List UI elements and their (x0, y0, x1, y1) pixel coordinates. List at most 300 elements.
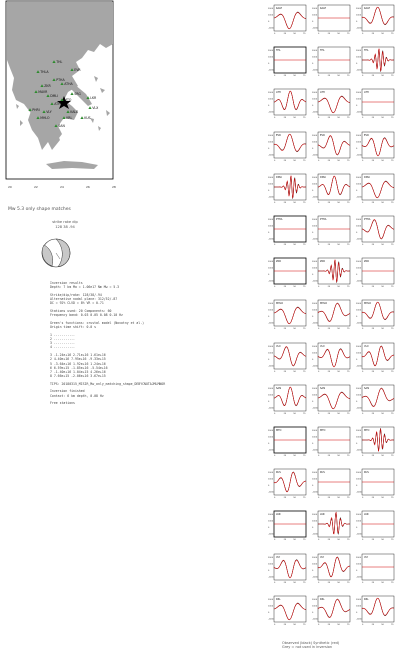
y-tick-label: 2000 (356, 50, 362, 53)
x-tick-label: 50 (381, 581, 384, 584)
x-tick-label: 50 (337, 412, 340, 415)
x-tick-label: 50 (337, 455, 340, 457)
station-name-label: ATH (276, 91, 281, 95)
y-tick-label: -1000 (312, 111, 318, 114)
station-name-label: MHLO (276, 302, 283, 306)
y-tick-label: 0 (356, 443, 358, 445)
x-tick-label: 25 (371, 159, 375, 162)
info-line: 1 ........... (50, 332, 75, 337)
y-tick-label: 0 (356, 569, 358, 572)
x-tick-label: 25 (371, 33, 375, 35)
x-tick-label: 75 (303, 581, 306, 584)
y-tick-label: 1000 (312, 478, 318, 481)
waveform-panel (268, 88, 308, 122)
station-label: LKR (90, 96, 97, 100)
x-tick-label: 25 (371, 539, 375, 542)
y-tick-label: -1000 (356, 280, 362, 283)
info-line: Origin time shift: 0.0 s (50, 325, 97, 329)
waveform-panel (356, 510, 396, 544)
station-name-label: KALE (364, 7, 371, 10)
x-tick-label: 75 (303, 286, 306, 289)
y-tick-label: 1000 (356, 352, 362, 355)
x-tick-label: 75 (347, 201, 350, 204)
x-tick-label: 25 (283, 412, 287, 415)
y-tick-label: 0 (268, 232, 270, 234)
x-tick-label: 75 (303, 623, 306, 626)
station-name-label: PTHA (364, 218, 371, 221)
x-tick-label: 25 (283, 201, 287, 204)
y-tick-label: 1000 (356, 267, 362, 270)
station-name-label: KRL (364, 597, 369, 601)
y-tick-label: -1000 (268, 407, 274, 410)
x-tick-label: 50 (293, 286, 296, 289)
info-line: Inversion finished (50, 389, 85, 394)
y-tick-label: -1000 (312, 280, 318, 283)
x-tick-label: 75 (303, 539, 306, 542)
waveform-panel (268, 131, 308, 165)
y-tick-label: 1000 (268, 520, 274, 523)
x-tick-label: 25 (371, 75, 375, 78)
waveform-panel (356, 173, 396, 207)
x-tick-label: 25 (283, 455, 287, 457)
y-tick-label: -1000 (312, 449, 318, 452)
y-tick-label: 2000 (312, 261, 318, 264)
x-tick-label: 25 (283, 244, 287, 246)
x-tick-label: 50 (381, 244, 384, 246)
info-line: DC = 92% CLVD = 8% VR = 0.71 (50, 301, 104, 306)
x-tick-label: 50 (381, 539, 384, 542)
station-label: ZKR (44, 84, 51, 88)
x-tick-label: 50 (337, 328, 340, 331)
x-tick-label: 75 (347, 497, 350, 500)
x-tick-label: 75 (391, 75, 394, 78)
map-x-tick: 24 (60, 185, 64, 189)
y-tick-label: -1000 (312, 618, 318, 621)
x-tick-label: 25 (327, 201, 331, 204)
x-tick-label: 0 (362, 328, 364, 331)
y-tick-label: -1000 (268, 365, 274, 368)
y-tick-label: 0 (356, 274, 358, 277)
y-tick-label: 1000 (356, 56, 362, 59)
y-tick-label: -1000 (356, 154, 362, 157)
y-tick-label: 0 (268, 443, 270, 445)
station-label: THL (56, 60, 63, 64)
y-tick-label: -1000 (312, 196, 318, 199)
x-tick-label: 50 (337, 33, 340, 35)
station-label: MTO (64, 98, 72, 102)
station-name-label: VLY (364, 555, 369, 559)
y-tick-label: 2000 (312, 598, 318, 601)
y-tick-label: 0 (268, 63, 270, 66)
x-tick-label: 50 (337, 581, 340, 584)
x-tick-label: 50 (337, 286, 340, 289)
waveform-panel (268, 468, 308, 502)
y-tick-label: 0 (356, 63, 358, 66)
x-tick-label: 0 (274, 412, 276, 415)
station-name-label: MTO (364, 429, 370, 432)
station-label: KRL (66, 116, 73, 120)
y-tick-label: 2000 (312, 8, 318, 10)
x-tick-label: 0 (362, 117, 364, 120)
waveform-panel (268, 46, 308, 80)
waveform-panel (356, 131, 396, 165)
waveform-panel (356, 299, 396, 333)
info-line: Green's functions: crustal model (Novotny et al.) (50, 320, 145, 325)
x-tick-label: 25 (371, 117, 375, 120)
x-tick-label: 0 (274, 75, 276, 78)
x-tick-label: 0 (318, 75, 320, 78)
x-tick-label: 25 (371, 286, 375, 289)
y-tick-label: 1000 (268, 394, 274, 397)
y-tick-label: 0 (268, 274, 270, 277)
waveform-panel (312, 46, 352, 80)
y-tick-label: 1000 (268, 14, 274, 17)
y-tick-label: 1000 (268, 478, 274, 481)
x-tick-label: 50 (293, 412, 296, 415)
x-tick-label: 75 (391, 497, 394, 500)
y-tick-label: 0 (268, 485, 270, 488)
y-tick-label: 0 (312, 63, 314, 66)
waveform-legend (282, 641, 339, 650)
y-tick-label: 2000 (268, 50, 274, 53)
y-tick-label: 0 (312, 400, 314, 403)
waveform-panel (312, 131, 352, 165)
x-tick-label: 0 (318, 412, 320, 415)
y-tick-label: 0 (356, 189, 358, 192)
y-tick-label: 0 (268, 21, 270, 23)
y-tick-label: 1000 (356, 394, 362, 397)
x-tick-label: 0 (274, 33, 276, 35)
y-tick-label: 2000 (356, 219, 362, 221)
x-tick-label: 75 (347, 117, 350, 120)
station-label: PHRI (32, 108, 40, 112)
x-tick-label: 25 (327, 328, 331, 331)
focal-mechanism-labels (42, 220, 88, 229)
x-tick-label: 0 (362, 201, 364, 204)
station-label: SRG (74, 92, 81, 96)
x-tick-label: 0 (362, 244, 364, 246)
x-tick-label: 25 (283, 581, 287, 584)
y-tick-label: 0 (312, 527, 314, 530)
x-tick-label: 50 (381, 159, 384, 162)
x-tick-label: 75 (391, 117, 394, 120)
y-tick-label: -1000 (268, 154, 274, 157)
y-tick-label: -1000 (356, 491, 362, 494)
y-tick-label: 0 (312, 611, 314, 614)
y-tick-label: 0 (356, 485, 358, 488)
station-name-label: MTO (320, 429, 326, 432)
x-tick-label: 25 (371, 201, 375, 204)
x-tick-label: 0 (318, 455, 320, 457)
station-label: SAN (58, 124, 65, 128)
x-tick-label: 25 (283, 75, 287, 78)
y-tick-label: 2000 (268, 261, 274, 264)
y-tick-label: -1000 (268, 618, 274, 621)
station-name-label: VLY (320, 555, 325, 559)
info-line: 5 -3.64e+16 1.92e+16 1.24e+16 (50, 361, 106, 366)
fm-label-1: strike rake dip (52, 220, 78, 224)
y-tick-label: 1000 (312, 436, 318, 439)
y-tick-label: 2000 (268, 598, 274, 601)
waveform-panel (356, 553, 396, 587)
map-x-tick: 26 (86, 185, 90, 189)
fm-label-2: 128 38 -94 (55, 224, 75, 229)
x-tick-label: 75 (347, 75, 350, 78)
y-tick-label: 1000 (268, 183, 274, 186)
station-label: MHLO (40, 116, 50, 120)
station-name-label: THL (276, 49, 281, 53)
x-tick-label: 0 (318, 117, 320, 120)
y-tick-label: -1000 (312, 154, 318, 157)
station-map (2, 0, 115, 183)
y-tick-label: -1000 (312, 491, 318, 494)
y-tick-label: 0 (356, 400, 358, 403)
x-tick-label: 0 (318, 286, 320, 289)
y-tick-label: 2000 (356, 176, 362, 179)
y-tick-label: 2000 (356, 472, 362, 475)
waveform-panel (312, 553, 352, 587)
y-tick-label: 2000 (312, 219, 318, 221)
info-line: Frequency band: 0.03 0.05 0.08 0.10 Hz (50, 313, 123, 318)
y-tick-label: -1000 (268, 491, 274, 494)
station-name-label: LKR (364, 513, 369, 517)
y-tick-label: 0 (356, 316, 358, 319)
waveform-panel (268, 257, 308, 291)
y-tick-label: 0 (268, 400, 270, 403)
waveform-panel (356, 595, 396, 629)
waveform-panel (268, 173, 308, 207)
waveform-panel (268, 595, 308, 629)
y-tick-label: 0 (312, 358, 314, 361)
y-tick-label: -1000 (312, 407, 318, 410)
y-tick-label: 1000 (356, 141, 362, 144)
x-tick-label: 50 (381, 623, 384, 626)
x-tick-label: 25 (327, 286, 331, 289)
y-tick-label: 2000 (268, 176, 274, 179)
x-tick-label: 0 (274, 497, 276, 500)
station-name-label: KALE (320, 7, 327, 10)
waveform-panel (268, 384, 308, 418)
x-tick-label: 75 (303, 33, 306, 35)
waveform-panel (268, 510, 308, 544)
y-tick-label: 1000 (356, 478, 362, 481)
y-tick-label: 2000 (312, 50, 318, 53)
x-tick-label: 25 (327, 117, 331, 120)
y-tick-label: 1000 (312, 141, 318, 144)
y-tick-label: 0 (268, 147, 270, 150)
y-tick-label: 1000 (268, 352, 274, 355)
y-tick-label: -1000 (356, 322, 362, 325)
x-tick-label: 25 (283, 370, 287, 373)
y-tick-label: 2000 (312, 176, 318, 179)
x-tick-label: 50 (293, 75, 296, 78)
waveform-panel (356, 426, 396, 460)
info-line: TIPS: 20180315_MISIR_Mw_only_matching_shape_DEBYCNOTAJMLMNOR (50, 381, 166, 386)
station-name-label: MHLO (320, 302, 327, 306)
y-tick-label: 2000 (268, 345, 274, 348)
y-tick-label: 0 (312, 189, 314, 192)
station-name-label: THL (320, 49, 325, 53)
waveform-panel (268, 426, 308, 460)
y-tick-label: 2000 (356, 387, 362, 390)
y-tick-label: -1000 (356, 618, 362, 621)
y-tick-label: -1000 (356, 69, 362, 72)
x-tick-label: 25 (327, 623, 331, 626)
y-tick-label: 2000 (268, 303, 274, 306)
y-tick-label: -1000 (312, 69, 318, 72)
x-tick-label: 75 (347, 286, 350, 289)
info-line: 4 ........... (50, 345, 75, 350)
waveform-panel (268, 553, 308, 587)
x-tick-label: 0 (274, 117, 276, 120)
waveform-panel (312, 384, 352, 418)
station-name-label: ATH (364, 91, 369, 95)
x-tick-label: 50 (337, 244, 340, 246)
station-label: ATHA (64, 82, 73, 86)
station-name-label: VLX (320, 344, 325, 348)
x-tick-label: 25 (371, 581, 375, 584)
station-name-label: KRL (320, 597, 325, 601)
x-tick-label: 50 (381, 328, 384, 331)
waveform-panel (312, 173, 352, 207)
x-tick-label: 0 (362, 33, 364, 35)
x-tick-label: 0 (318, 244, 320, 246)
x-tick-label: 25 (283, 497, 287, 500)
x-tick-label: 50 (337, 201, 340, 204)
y-tick-label: 2000 (268, 219, 274, 221)
station-name-label: EVR (364, 133, 369, 137)
y-tick-label: 1000 (268, 98, 274, 101)
x-tick-label: 75 (303, 497, 306, 500)
x-tick-label: 75 (347, 370, 350, 373)
info-line: Inversion results (50, 281, 83, 285)
y-tick-label: 1000 (312, 56, 318, 59)
info-line: Strike/dip/rake: 128/38/-94 (50, 292, 102, 297)
waveform-panels (268, 0, 401, 653)
y-tick-label: 1000 (268, 56, 274, 59)
station-name-label: KRL (276, 597, 281, 601)
x-tick-label: 75 (347, 623, 350, 626)
station-name-label: ZKR (276, 260, 281, 264)
x-tick-label: 0 (318, 328, 320, 331)
station-label: EVR (74, 68, 81, 72)
waveform-panel (268, 342, 308, 376)
y-tick-label: 2000 (312, 430, 318, 432)
y-tick-label: 2000 (312, 134, 318, 137)
y-tick-label: 1000 (268, 267, 274, 270)
x-tick-label: 50 (293, 159, 296, 162)
x-tick-label: 50 (381, 497, 384, 500)
waveform-panel (312, 88, 352, 122)
x-tick-label: 0 (274, 623, 276, 626)
station-label: DMLI (50, 94, 59, 98)
x-tick-label: 75 (391, 201, 394, 204)
y-tick-label: 2000 (356, 303, 362, 306)
y-tick-label: 2000 (356, 345, 362, 348)
y-tick-label: -1000 (268, 576, 274, 579)
y-tick-label: 2000 (356, 556, 362, 559)
y-tick-label: 2000 (356, 598, 362, 601)
y-tick-label: 0 (312, 274, 314, 277)
x-tick-label: 75 (391, 328, 394, 331)
station-label: KALE (70, 110, 79, 114)
waveform-panel (356, 88, 396, 122)
x-tick-label: 25 (283, 286, 287, 289)
y-tick-label: -1000 (312, 238, 318, 241)
station-name-label: MHLO (364, 302, 371, 306)
y-tick-label: -1000 (356, 533, 362, 536)
info-line: Depth: 7 km Mo = 1.06e17 Nm Mw = 5.3 (50, 285, 120, 290)
y-tick-label: 0 (268, 105, 270, 108)
y-tick-label: 2000 (312, 472, 318, 475)
y-tick-label: -1000 (268, 449, 274, 452)
x-tick-label: 50 (293, 581, 296, 584)
y-tick-label: 2000 (312, 387, 318, 390)
y-tick-label: -1000 (312, 576, 318, 579)
x-tick-label: 25 (327, 497, 331, 500)
x-tick-label: 50 (293, 455, 296, 457)
y-tick-label: 1000 (312, 563, 318, 566)
y-tick-label: 0 (312, 147, 314, 150)
x-tick-label: 25 (371, 244, 375, 246)
x-tick-label: 25 (327, 370, 331, 373)
x-tick-label: 50 (381, 117, 384, 120)
y-tick-label: 0 (312, 316, 314, 319)
x-tick-label: 50 (293, 539, 296, 542)
legend-line-2: Grey = not used in inversion (282, 645, 333, 650)
station-name-label: EVR (276, 133, 281, 137)
x-tick-label: 75 (303, 412, 306, 415)
y-tick-label: 2000 (268, 134, 274, 137)
station-label: PTHA (56, 78, 65, 82)
waveform-panel (312, 426, 352, 460)
x-tick-label: 75 (347, 539, 350, 542)
info-line: 6 6.59e+15 -1.85e+16 -5.54e+16 (50, 365, 108, 370)
y-tick-label: 2000 (356, 92, 362, 95)
x-tick-label: 50 (337, 159, 340, 162)
x-tick-label: 0 (274, 159, 276, 162)
map-x-tick: 28 (112, 185, 116, 189)
station-name-label: SAN (320, 386, 325, 390)
waveform-panel (356, 384, 396, 418)
y-tick-label: 2000 (312, 92, 318, 95)
station-label: KUS (84, 116, 91, 120)
y-tick-label: 1000 (268, 436, 274, 439)
y-tick-label: 0 (356, 611, 358, 614)
x-tick-label: 0 (318, 497, 320, 500)
x-tick-label: 0 (318, 159, 320, 162)
x-tick-label: 0 (362, 455, 364, 457)
map-x-tick: 20 (8, 185, 12, 189)
y-tick-label: 0 (356, 147, 358, 150)
info-line: 8 7.66e+15 -2.06e+16 3.67e+15 (50, 374, 106, 379)
waveform-panel (356, 257, 396, 291)
station-name-label: DMLI (276, 175, 282, 179)
station-label: MAVR (38, 90, 48, 94)
y-tick-label: -1000 (312, 365, 318, 368)
y-tick-label: 2000 (312, 345, 318, 348)
x-tick-label: 50 (293, 328, 296, 331)
waveform-panel (312, 468, 352, 502)
station-name-label: DMLI (320, 175, 326, 179)
x-tick-label: 25 (371, 370, 375, 373)
x-tick-label: 75 (303, 117, 306, 120)
y-tick-label: -1000 (356, 238, 362, 241)
x-tick-label: 75 (391, 539, 394, 542)
y-tick-label: 0 (268, 189, 270, 192)
y-tick-label: 1000 (268, 309, 274, 312)
y-tick-label: 2000 (356, 430, 362, 432)
